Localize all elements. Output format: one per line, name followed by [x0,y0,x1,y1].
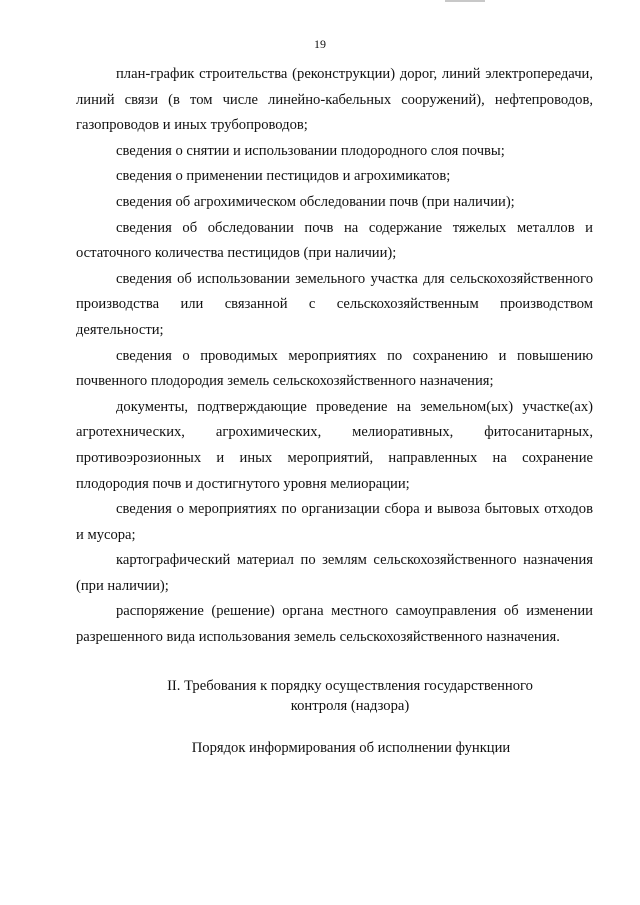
page-number: 19 [314,37,326,51]
document-body [76,62,593,651]
paragraph-soil-fertility-measures: сведения о проводимых мероприятиях по сохранению и повышению почвенного плодородия земель сельскохозяйственного назначения; [76,347,593,390]
subheading: Порядок информирования об исполнении функции [191,740,511,756]
paragraph-waste-collection: сведения о мероприятиях по организации сбора и вывоза бытовых отходов и мусора; [76,501,593,543]
section-heading [100,676,600,716]
paragraph-cartographic-material: картографический материал по землям сельскохозяйственного назначения (при наличии); [76,552,593,594]
scan-artifact [445,0,485,2]
paragraph-land-use-agriculture: сведения об использовании земельного участка для сельскохозяйственного производства или связанной с сельскохозяйственным производством деятельности; [76,270,593,338]
paragraph-pesticides-use: сведения о применении пестицидов и агрохимикатов; [116,168,451,185]
paragraph-confirming-documents: документы, подтверждающие проведение на земельном(ых) участке(ах) агротехнических, агрохимических, мелиоративных, фитосанитарных, противоэрозионных и иных мероприятий, направленных на сохранение плодородия почв и достигнутого уровня мелиорации; [76,398,593,492]
section-heading-line-2: контроля (надзора) [290,698,410,714]
paragraph-heavy-metals-survey: сведения об обследовании почв на содержание тяжелых металлов и остаточного количества пестицидов (при наличии); [76,219,593,262]
paragraph-road-construction-schedule: план-график строительства (реконструкции) дорог, линий электропередачи, линий связи (в том числе линейно-кабельных сооружений), нефтепроводов, газопроводов и иных трубопроводов; [76,66,593,134]
paragraph-land-use-change-order: распоряжение (решение) органа местного самоуправления об изменении разрешенного вида использования земель сельскохозяйственного назначения. [76,603,593,646]
paragraph-soil-layer-removal: сведения о снятии и использовании плодородного слоя почвы; [116,142,505,159]
section-heading-line-1: II. Требования к порядку осуществления государственного [167,678,533,694]
paragraph-agrochemical-survey: сведения об агрохимическом обследовании почв (при наличии); [116,193,515,210]
